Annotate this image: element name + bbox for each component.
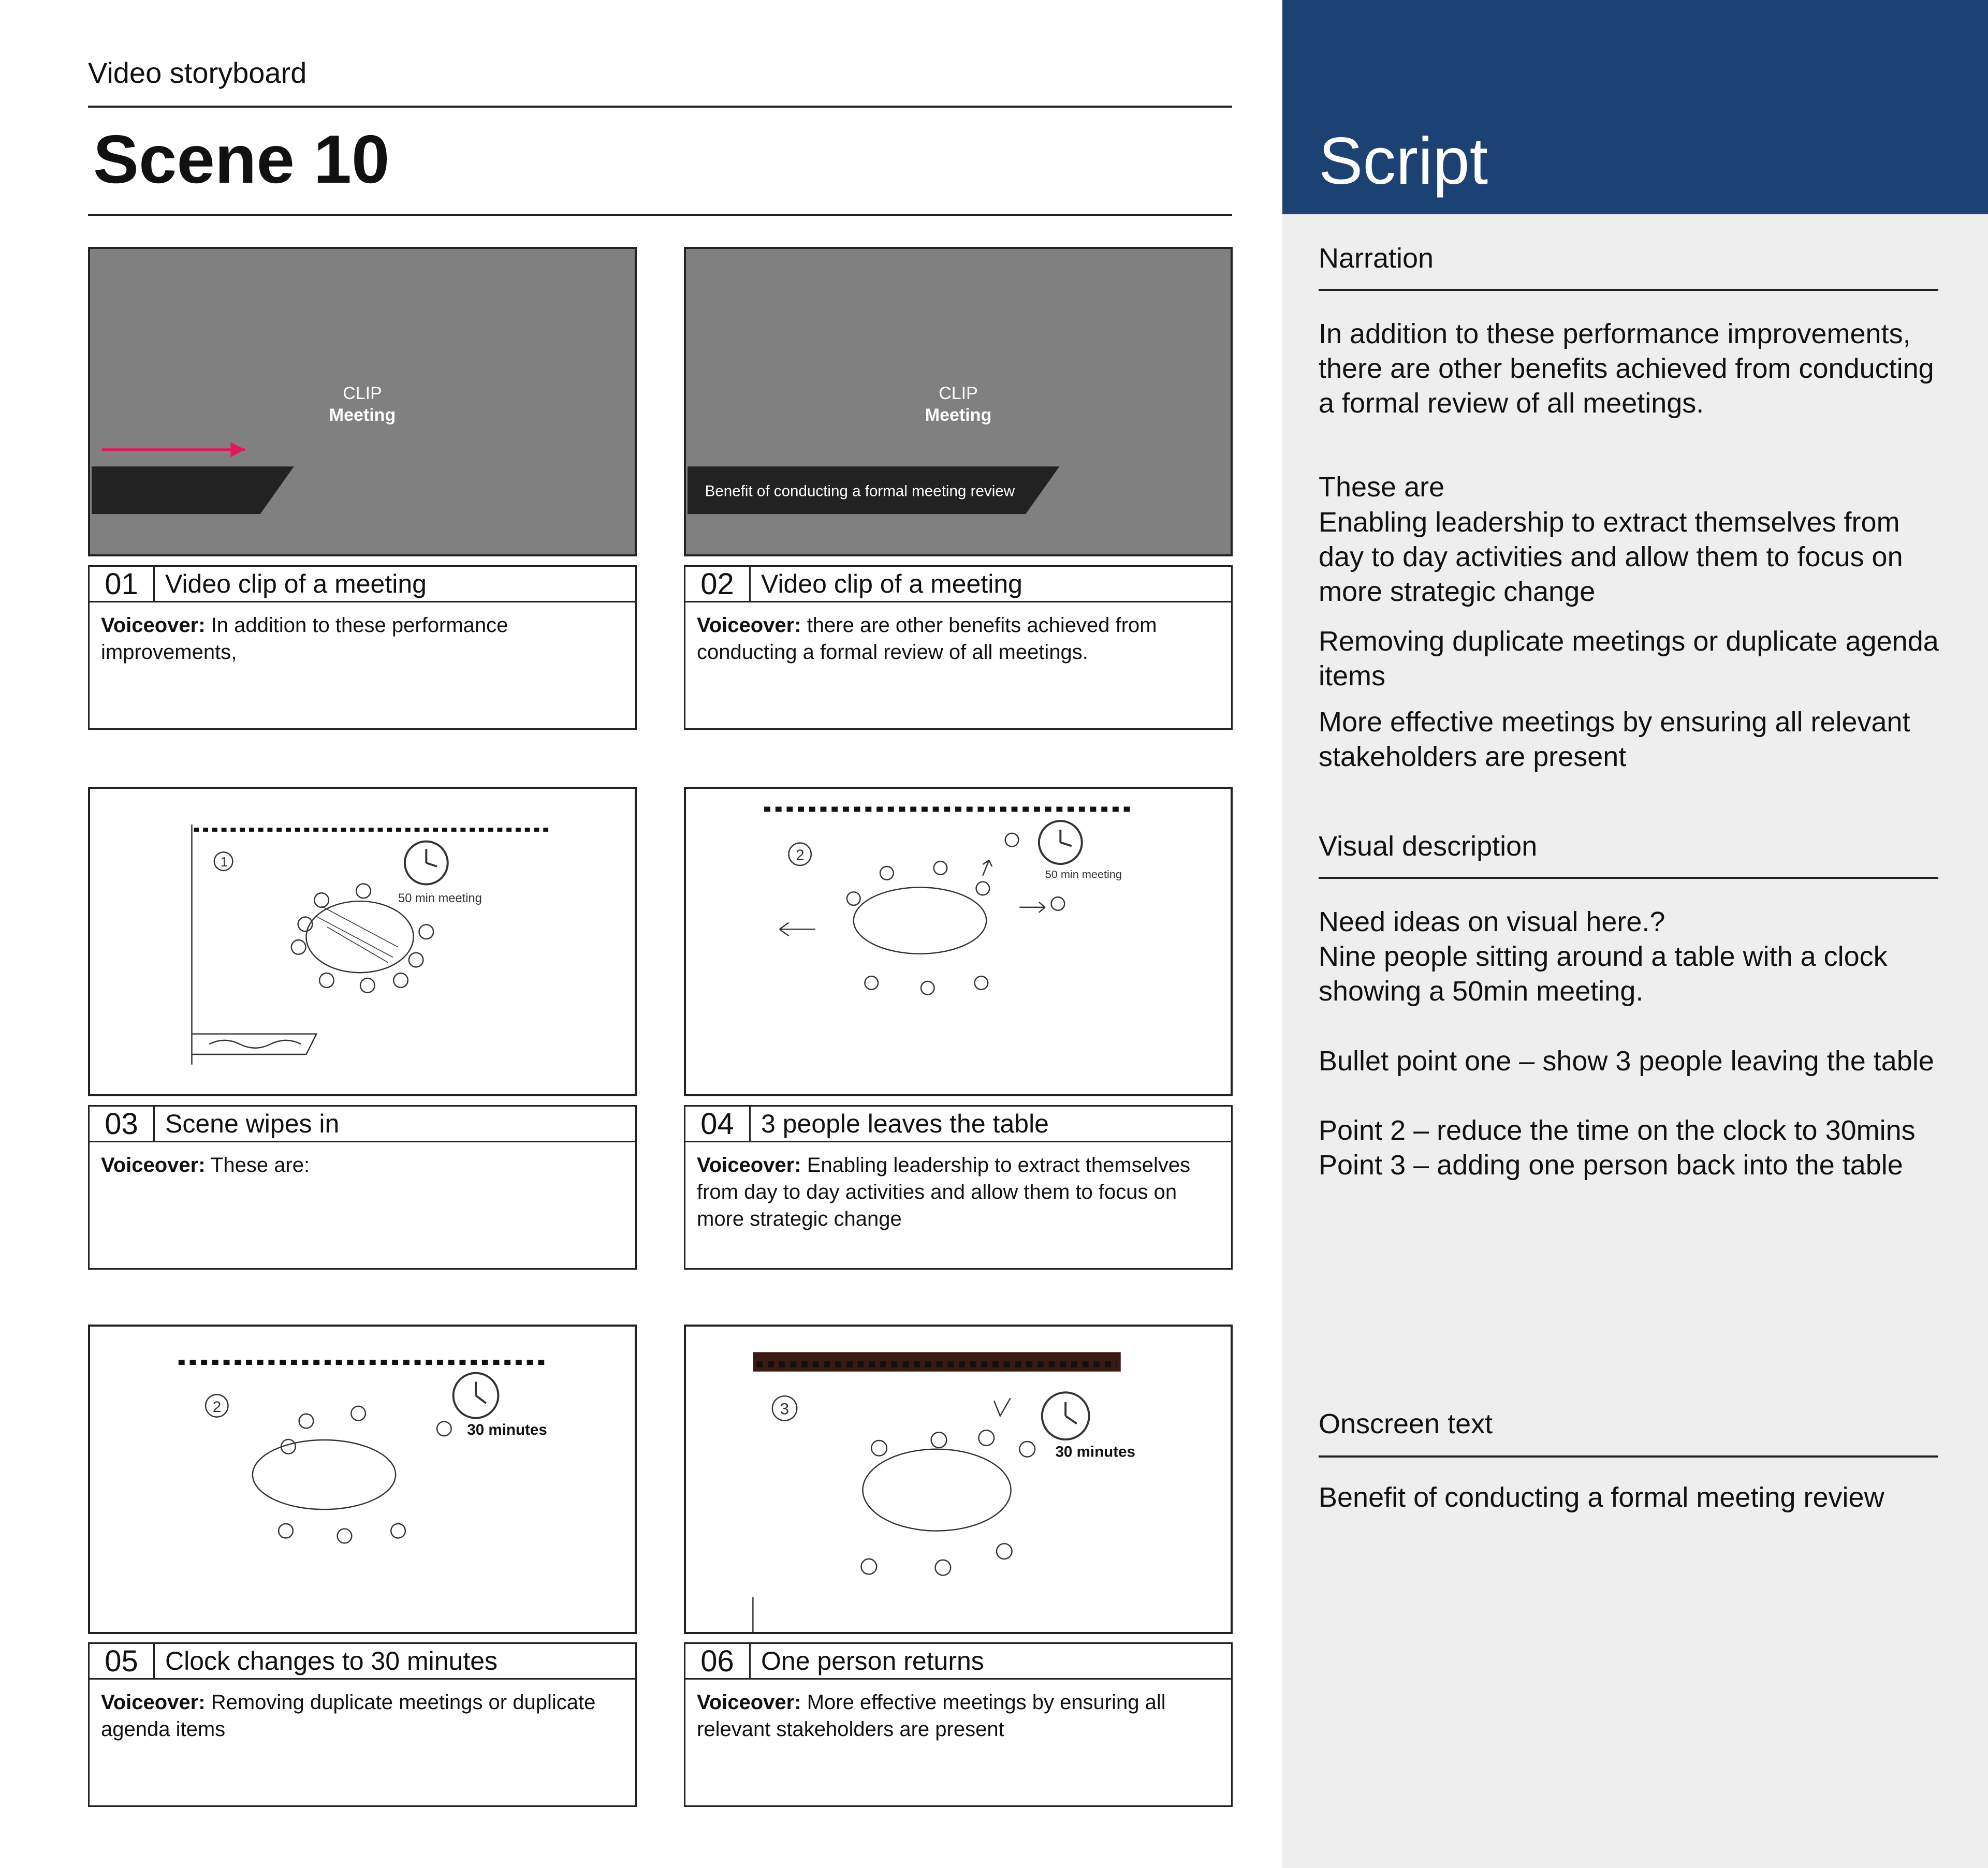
frame-01-voiceover [88,602,637,730]
person-sketch [976,882,990,895]
person-sketch [847,892,860,905]
frame-05-voiceover [88,1680,637,1807]
frame-04-header [684,1105,1233,1142]
person-sketch [978,1430,994,1446]
person-sketch [409,953,423,967]
frame-03-header [88,1105,637,1142]
voiceover-label: Voiceover: [697,1691,801,1714]
clock-hands [476,1382,486,1403]
script-panel [1282,0,1988,1868]
meeting-sketch [686,789,1231,1094]
document-label: Video storyboard [88,56,307,89]
person-sketch [299,1414,314,1429]
clip-label: CLIP [343,384,382,403]
person-sketch [1005,833,1019,847]
frame-01-image [88,247,637,556]
frame-04-image [684,787,1233,1096]
frame-number: 03 [90,1107,155,1141]
meeting-sketch [686,1327,1231,1632]
frame-number: 02 [685,567,751,601]
voiceover-label: Voiceover: [101,1154,206,1176]
narration-paragraph: In addition to these performance improvements, there are other benefits achieved from conducting a formal review of all meetings. [1319,318,1934,419]
person-sketch [880,866,894,880]
sketch-number: 2 [212,1398,222,1416]
return-arrow [994,1398,1011,1416]
scene-title: Scene 10 [93,121,390,197]
frame-title: Video clip of a meeting [761,569,1022,598]
table-sketch [854,887,987,953]
visual-line: Need ideas on visual here.? [1319,906,1665,937]
frame-number: 04 [685,1107,751,1141]
frame-03-image [88,787,637,1096]
frame-number: 05 [90,1644,155,1678]
frame-05-image [88,1325,637,1634]
header-rule-bottom [88,214,1232,216]
visual-rule [1319,877,1938,879]
person-sketch [975,976,988,990]
onscreen-text: Benefit of conducting a formal meeting review [1319,1482,1884,1513]
sketch-number: 3 [780,1399,790,1418]
clip-label: CLIP [939,384,978,403]
clock-hands [1060,830,1072,846]
header-rule-top [88,106,1232,108]
person-sketch [314,893,329,907]
frame-02-header [684,565,1233,602]
lower-third-banner [92,466,294,514]
sketch-number: 2 [796,847,805,864]
table-sketch [253,1440,396,1509]
person-sketch [437,1422,451,1436]
person-sketch [291,940,306,954]
person-sketch [419,924,434,939]
frame-02-image [684,247,1233,556]
person-sketch [871,1440,887,1456]
person-sketch [351,1406,366,1421]
clock-note: 50 min meeting [1045,867,1122,881]
person-sketch [360,978,375,993]
script-title: Script [1319,124,1488,198]
script-header [1282,0,1988,214]
visual-line: Bullet point one – show 3 people leaving the table [1319,1046,1934,1077]
frame-title: Scene wipes in [165,1109,340,1138]
clip-name: Meeting [329,405,396,425]
person-sketch [279,1524,293,1538]
frame-title: Clock changes to 30 minutes [165,1646,498,1675]
frame-06-header [684,1642,1233,1680]
person-sketch [1051,897,1065,910]
narration-paragraph: Removing duplicate meetings or duplicate agenda items [1319,626,1939,692]
clock-icon [1039,821,1082,864]
frame-06-image [684,1325,1233,1634]
clock-note: 30 minutes [1055,1443,1135,1461]
person-sketch [921,981,934,995]
wipe-scribble [209,1040,301,1048]
banner-text: Benefit of conducting a formal meeting review [705,482,1015,500]
frame-title: Video clip of a meeting [165,569,427,598]
leave-arrow-right [1019,902,1045,913]
person-sketch [391,1524,405,1538]
frame-02-voiceover [684,602,1233,730]
voiceover-label: Voiceover: [101,1691,206,1714]
person-sketch [997,1543,1012,1559]
table-sketch [306,901,413,973]
frame-03-voiceover [88,1142,637,1270]
person-sketch [934,861,947,875]
clip-name: Meeting [925,405,992,425]
clock-note: 30 minutes [467,1421,547,1439]
person-sketch [319,973,334,988]
voiceover-text: More effective meetings by ensuring all relevant stakeholders are present [697,1691,1166,1741]
narration-paragraph: More effective meetings by ensuring all relevant stakeholders are present [1319,707,1910,772]
leave-arrow-up [983,860,992,876]
table-sketch [863,1449,1011,1531]
sketch-number: 1 [220,855,228,870]
person-sketch [861,1559,877,1575]
voiceover-label: Voiceover: [101,614,206,637]
leave-arrow-left [780,922,815,936]
frame-04-voiceover [684,1142,1233,1270]
clock-note: 50 min meeting [398,892,482,906]
narration-heading: Narration [1319,243,1434,274]
person-sketch [356,884,371,899]
person-sketch [1019,1442,1035,1457]
frame-05-header [88,1642,637,1680]
clock-hands [1065,1402,1077,1423]
visual-line: Point 2 – reduce the time on the clock to 30mins [1319,1115,1916,1146]
voiceover-text: there are other benefits achieved from conducting a formal review of all meetings. [697,614,1157,664]
person-sketch [935,1560,951,1576]
narration-paragraph: Enabling leadership to extract themselves from day to day activities and allow them to focus on more strategic change [1319,507,1903,607]
voiceover-text: Enabling leadership to extract themselves from day to day activities and allow them to focus on more strategic change [697,1154,1191,1230]
frame-title: One person returns [761,1646,984,1675]
voiceover-label: Voiceover: [697,1154,801,1176]
onscreen-rule [1319,1455,1938,1458]
voiceover-label: Voiceover: [697,614,801,637]
person-sketch [865,976,878,990]
voiceover-text: In addition to these performance improvements, [101,614,508,664]
meeting-sketch [90,789,635,1094]
narration-paragraph: These are [1319,472,1445,503]
voiceover-text: These are: [210,1154,310,1176]
voiceover-text: Removing duplicate meetings or duplicate agenda items [101,1691,596,1741]
person-sketch [931,1432,947,1448]
clock-hands [426,849,437,866]
person-sketch [338,1529,352,1543]
frame-01-header [88,565,637,602]
visual-line: Point 3 – adding one person back into the table [1319,1150,1903,1181]
narration-rule [1319,289,1938,291]
frame-number: 01 [90,567,155,601]
visual-line: Nine people sitting around a table with a clock showing a 50min meeting. [1319,941,1888,1007]
person-sketch [393,973,408,988]
frame-06-voiceover [684,1680,1233,1807]
table-hatching [316,906,398,963]
onscreen-heading: Onscreen text [1319,1408,1493,1439]
wipe-arrow-head [230,442,245,458]
visual-heading: Visual description [1319,831,1538,862]
frame-title: 3 people leaves the table [761,1109,1049,1138]
frame-number: 06 [685,1644,751,1678]
meeting-sketch [90,1327,635,1632]
